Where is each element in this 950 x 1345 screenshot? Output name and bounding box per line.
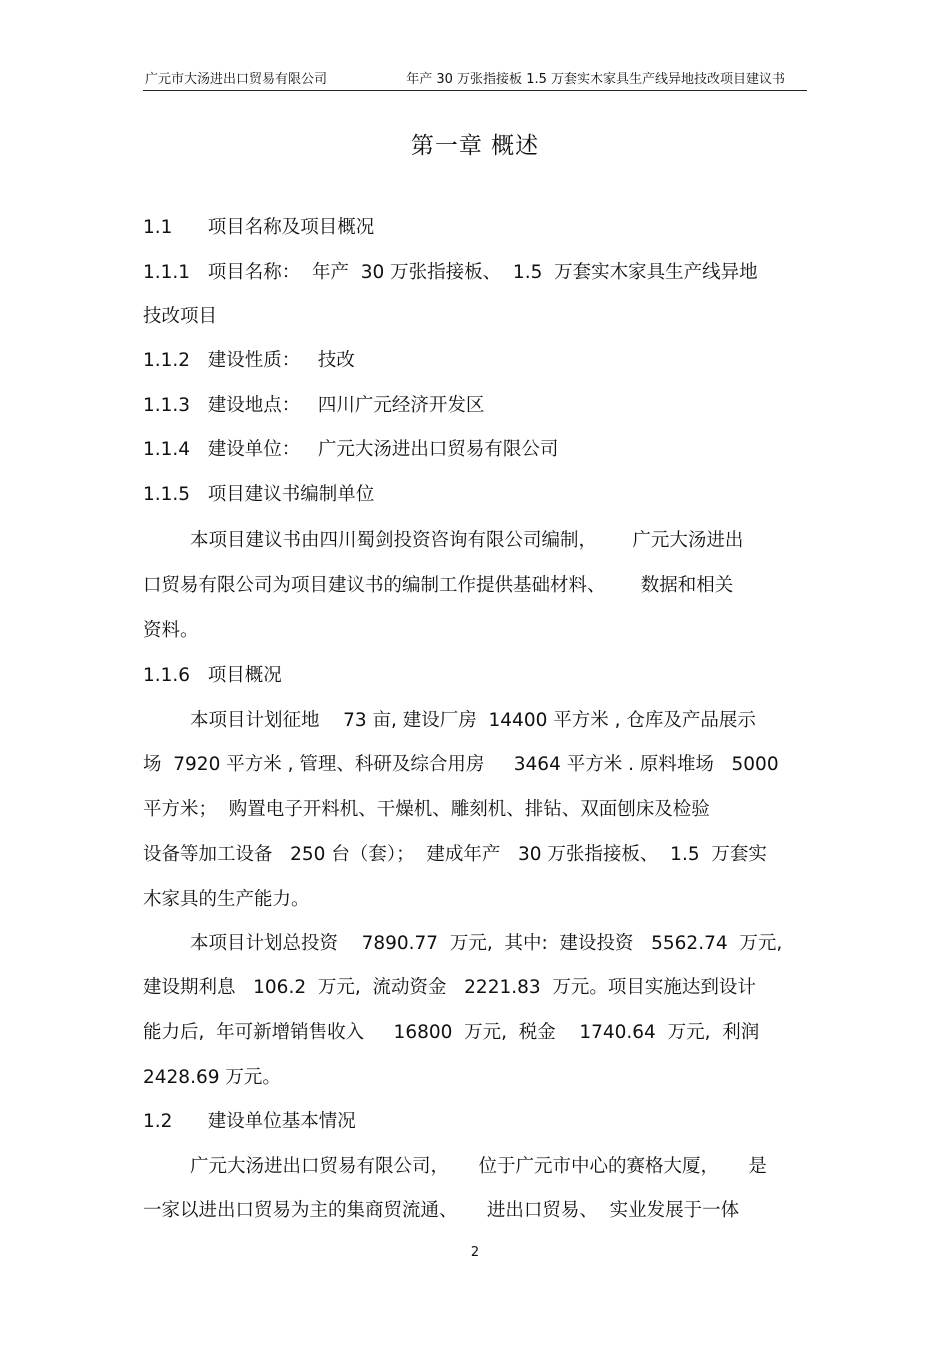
heading-1-1: 1.1 项目名称及项目概况 — [143, 217, 375, 238]
page-header — [143, 66, 807, 91]
item-1-1-3: 1.1.3 建设地点： 四川广元经济开发区 — [143, 395, 485, 416]
item-1-1-4: 1.1.4 建设单位： 广元大汤进出口贸易有限公司 — [143, 439, 559, 460]
paragraph-line: 本项目建议书由四川蜀剑投资咨询有限公司编制， 广元大汤进出 — [143, 530, 744, 551]
heading-1-2: 1.2 建设单位基本情况 — [143, 1111, 356, 1132]
paragraph-line: 本项目计划征地 73 亩, 建设厂房 14400 平方米 , 仓库及产品展示 — [143, 710, 756, 731]
chapter-title: 第一章 概述 — [410, 133, 540, 159]
header-company: 广元市大汤进出口贸易有限公司 — [145, 72, 328, 87]
paragraph-line: 广元大汤进出口贸易有限公司， 位于广元市中心的赛格大厦， 是 — [143, 1156, 767, 1177]
paragraph-line: 一家以进出口贸易为主的集商贸流通、 进出口贸易、 实业发展于一体 — [143, 1200, 740, 1221]
paragraph-line: 口贸易有限公司为项目建议书的编制工作提供基础材料、 数据和相关 — [143, 575, 734, 596]
page-number: 2 — [470, 1245, 480, 1260]
paragraph-line: 资料。 — [143, 620, 199, 641]
paragraph-line: 本项目计划总投资 7890.77 万元, 其中: 建设投资 5562.74 万元, — [143, 933, 783, 954]
item-1-1-2: 1.1.2 建设性质： 技改 — [143, 350, 355, 371]
item-1-1-1: 1.1.1 项目名称： 年产 30 万张指接板、 1.5 万套实木家具生产线异地 — [143, 262, 758, 283]
paragraph-line: 场 7920 平方米 , 管理、科研及综合用房 3464 平方米 . 原料堆场 5000 — [143, 754, 779, 775]
item-1-1-5: 1.1.5 项目建议书编制单位 — [143, 484, 375, 505]
header-doc-title: 年产 30 万张指接板 1.5 万套实木家具生产线异地技改项目建议书 — [406, 72, 785, 87]
paragraph-line: 建设期利息 106.2 万元, 流动资金 2221.83 万元。项目实施达到设计 — [143, 977, 756, 998]
item-1-1-6: 1.1.6 项目概况 — [143, 665, 282, 686]
paragraph-line: 设备等加工设备 250 台（套）； 建成年产 30 万张指接板、 1.5 万套实 — [143, 844, 767, 865]
paragraph-line: 能力后, 年可新增销售收入 16800 万元, 税金 1740.64 万元, 利润 — [143, 1022, 760, 1043]
paragraph-line: 2428.69 万元。 — [143, 1067, 281, 1088]
item-1-1-1-cont: 技改项目 — [143, 306, 218, 327]
paragraph-line: 木家具的生产能力。 — [143, 889, 310, 910]
paragraph-line: 平方米； 购置电子开料机、干燥机、雕刻机、排钻、双面刨床及检验 — [143, 799, 710, 820]
